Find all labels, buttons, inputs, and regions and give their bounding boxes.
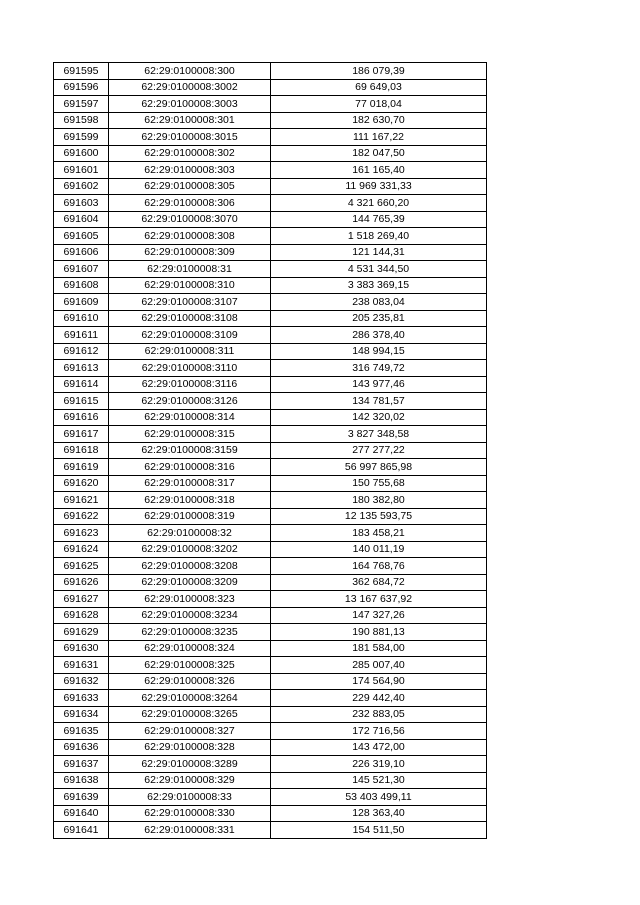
cadastral-value-cell: 121 144,31: [271, 244, 487, 261]
cadastral-number-cell: 62:29:0100008:3109: [109, 327, 271, 344]
table-row: [54, 228, 487, 245]
cadastral-number-cell: 62:29:0100008:319: [109, 508, 271, 525]
cadastral-value-cell: 362 684,72: [271, 574, 487, 591]
row-id-cell: 691606: [54, 244, 109, 261]
row-id-cell: 691627: [54, 591, 109, 608]
table-row: [54, 129, 487, 146]
cadastral-value-cell: 3 827 348,58: [271, 426, 487, 443]
cadastral-number-cell: 62:29:0100008:305: [109, 178, 271, 195]
table-row: [54, 195, 487, 212]
row-id-cell: 691622: [54, 508, 109, 525]
cadastral-value-cell: 69 649,03: [271, 79, 487, 96]
cadastral-number-cell: 62:29:0100008:326: [109, 673, 271, 690]
row-id-cell: 691633: [54, 690, 109, 707]
table-row: [54, 96, 487, 113]
cadastral-number-cell: 62:29:0100008:3107: [109, 294, 271, 311]
table-row: [54, 607, 487, 624]
table-row: [54, 310, 487, 327]
row-id-cell: 691637: [54, 756, 109, 773]
table-row: [54, 492, 487, 509]
cadastral-number-cell: 62:29:0100008:3289: [109, 756, 271, 773]
table-row: [54, 343, 487, 360]
table-row: [54, 805, 487, 822]
row-id-cell: 691597: [54, 96, 109, 113]
cadastral-number-cell: 62:29:0100008:3116: [109, 376, 271, 393]
table-row: [54, 393, 487, 410]
row-id-cell: 691625: [54, 558, 109, 575]
row-id-cell: 691624: [54, 541, 109, 558]
table-row: [54, 178, 487, 195]
cadastral-number-cell: 62:29:0100008:3159: [109, 442, 271, 459]
table-row: [54, 79, 487, 96]
row-id-cell: 691640: [54, 805, 109, 822]
cadastral-number-cell: 62:29:0100008:3015: [109, 129, 271, 146]
cadastral-number-cell: 62:29:0100008:3126: [109, 393, 271, 410]
table-row: [54, 261, 487, 278]
cadastral-number-cell: 62:29:0100008:330: [109, 805, 271, 822]
table-row: [54, 376, 487, 393]
cadastral-value-cell: 143 977,46: [271, 376, 487, 393]
cadastral-number-cell: 62:29:0100008:314: [109, 409, 271, 426]
cadastral-number-cell: 62:29:0100008:300: [109, 63, 271, 80]
cadastral-value-cell: 154 511,50: [271, 822, 487, 839]
table-row: [54, 360, 487, 377]
cadastral-value-cell: 140 011,19: [271, 541, 487, 558]
row-id-cell: 691598: [54, 112, 109, 129]
cadastral-value-cell: 181 584,00: [271, 640, 487, 657]
row-id-cell: 691610: [54, 310, 109, 327]
cadastral-value-cell: 190 881,13: [271, 624, 487, 641]
table-row: [54, 591, 487, 608]
table-row: [54, 426, 487, 443]
cadastral-value-cell: 238 083,04: [271, 294, 487, 311]
cadastral-value-cell: 142 320,02: [271, 409, 487, 426]
cadastral-value-cell: 77 018,04: [271, 96, 487, 113]
cadastral-value-cell: 12 135 593,75: [271, 508, 487, 525]
cadastral-number-cell: 62:29:0100008:328: [109, 739, 271, 756]
row-id-cell: 691608: [54, 277, 109, 294]
row-id-cell: 691607: [54, 261, 109, 278]
row-id-cell: 691641: [54, 822, 109, 839]
row-id-cell: 691620: [54, 475, 109, 492]
table-row: [54, 244, 487, 261]
table-body: [54, 63, 487, 839]
row-id-cell: 691596: [54, 79, 109, 96]
cadastral-value-cell: 13 167 637,92: [271, 591, 487, 608]
table-row: [54, 690, 487, 707]
cadastral-number-cell: 62:29:0100008:31: [109, 261, 271, 278]
cadastral-number-cell: 62:29:0100008:309: [109, 244, 271, 261]
cadastral-number-cell: 62:29:0100008:3002: [109, 79, 271, 96]
row-id-cell: 691626: [54, 574, 109, 591]
cadastral-number-cell: 62:29:0100008:308: [109, 228, 271, 245]
row-id-cell: 691605: [54, 228, 109, 245]
cadastral-value-cell: 205 235,81: [271, 310, 487, 327]
cadastral-value-cell: 161 165,40: [271, 162, 487, 179]
cadastral-value-cell: 174 564,90: [271, 673, 487, 690]
cadastral-number-cell: 62:29:0100008:323: [109, 591, 271, 608]
cadastral-number-cell: 62:29:0100008:301: [109, 112, 271, 129]
cadastral-number-cell: 62:29:0100008:306: [109, 195, 271, 212]
table-row: [54, 525, 487, 542]
cadastral-number-cell: 62:29:0100008:316: [109, 459, 271, 476]
cadastral-value-cell: 134 781,57: [271, 393, 487, 410]
row-id-cell: 691619: [54, 459, 109, 476]
table-row: [54, 624, 487, 641]
table-row: [54, 706, 487, 723]
cadastral-value-cell: 186 079,39: [271, 63, 487, 80]
cadastral-value-cell: 128 363,40: [271, 805, 487, 822]
cadastral-value-cell: 226 319,10: [271, 756, 487, 773]
cadastral-number-cell: 62:29:0100008:311: [109, 343, 271, 360]
cadastral-number-cell: 62:29:0100008:3003: [109, 96, 271, 113]
table-row: [54, 475, 487, 492]
cadastral-value-cell: 180 382,80: [271, 492, 487, 509]
cadastral-value-cell: 143 472,00: [271, 739, 487, 756]
cadastral-value-cell: 4 321 660,20: [271, 195, 487, 212]
cadastral-value-cell: 53 403 499,11: [271, 789, 487, 806]
cadastral-number-cell: 62:29:0100008:324: [109, 640, 271, 657]
table-row: [54, 63, 487, 80]
cadastral-value-cell: 111 167,22: [271, 129, 487, 146]
table-row: [54, 657, 487, 674]
table-row: [54, 822, 487, 839]
row-id-cell: 691629: [54, 624, 109, 641]
row-id-cell: 691613: [54, 360, 109, 377]
row-id-cell: 691638: [54, 772, 109, 789]
table-row: [54, 673, 487, 690]
row-id-cell: 691602: [54, 178, 109, 195]
cadastral-value-cell: 164 768,76: [271, 558, 487, 575]
row-id-cell: 691617: [54, 426, 109, 443]
cadastral-value-cell: 183 458,21: [271, 525, 487, 542]
cadastral-value-cell: 277 277,22: [271, 442, 487, 459]
cadastral-number-cell: 62:29:0100008:3234: [109, 607, 271, 624]
cadastral-number-cell: 62:29:0100008:3108: [109, 310, 271, 327]
table-row: [54, 162, 487, 179]
table-row: [54, 327, 487, 344]
cadastral-number-cell: 62:29:0100008:3070: [109, 211, 271, 228]
cadastral-value-cell: 148 994,15: [271, 343, 487, 360]
row-id-cell: 691595: [54, 63, 109, 80]
cadastral-number-cell: 62:29:0100008:303: [109, 162, 271, 179]
row-id-cell: 691623: [54, 525, 109, 542]
cadastral-number-cell: 62:29:0100008:3235: [109, 624, 271, 641]
cadastral-number-cell: 62:29:0100008:318: [109, 492, 271, 509]
cadastral-number-cell: 62:29:0100008:329: [109, 772, 271, 789]
cadastral-value-cell: 3 383 369,15: [271, 277, 487, 294]
row-id-cell: 691599: [54, 129, 109, 146]
cadastral-number-cell: 62:29:0100008:317: [109, 475, 271, 492]
cadastral-number-cell: 62:29:0100008:315: [109, 426, 271, 443]
cadastral-number-cell: 62:29:0100008:331: [109, 822, 271, 839]
table-row: [54, 442, 487, 459]
cadastral-number-cell: 62:29:0100008:302: [109, 145, 271, 162]
table-row: [54, 294, 487, 311]
row-id-cell: 691634: [54, 706, 109, 723]
row-id-cell: 691639: [54, 789, 109, 806]
cadastral-value-cell: 316 749,72: [271, 360, 487, 377]
row-id-cell: 691611: [54, 327, 109, 344]
cadastral-number-cell: 62:29:0100008:310: [109, 277, 271, 294]
table-row: [54, 459, 487, 476]
table-row: [54, 772, 487, 789]
row-id-cell: 691621: [54, 492, 109, 509]
row-id-cell: 691630: [54, 640, 109, 657]
table-row: [54, 277, 487, 294]
row-id-cell: 691614: [54, 376, 109, 393]
row-id-cell: 691618: [54, 442, 109, 459]
row-id-cell: 691612: [54, 343, 109, 360]
cadastral-number-cell: 62:29:0100008:3110: [109, 360, 271, 377]
row-id-cell: 691635: [54, 723, 109, 740]
cadastral-value-cell: 144 765,39: [271, 211, 487, 228]
cadastral-value-cell: 286 378,40: [271, 327, 487, 344]
row-id-cell: 691628: [54, 607, 109, 624]
cadastral-value-cell: 11 969 331,33: [271, 178, 487, 195]
table-row: [54, 756, 487, 773]
cadastral-number-cell: 62:29:0100008:327: [109, 723, 271, 740]
cadastral-number-cell: 62:29:0100008:325: [109, 657, 271, 674]
table-row: [54, 789, 487, 806]
row-id-cell: 691632: [54, 673, 109, 690]
table-row: [54, 145, 487, 162]
cadastral-value-cell: 172 716,56: [271, 723, 487, 740]
row-id-cell: 691631: [54, 657, 109, 674]
cadastral-value-table: [53, 62, 487, 839]
table-row: [54, 558, 487, 575]
cadastral-value-cell: 145 521,30: [271, 772, 487, 789]
cadastral-number-cell: 62:29:0100008:32: [109, 525, 271, 542]
cadastral-value-cell: 56 997 865,98: [271, 459, 487, 476]
row-id-cell: 691609: [54, 294, 109, 311]
cadastral-number-cell: 62:29:0100008:3265: [109, 706, 271, 723]
table-row: [54, 739, 487, 756]
table-row: [54, 541, 487, 558]
table-row: [54, 640, 487, 657]
cadastral-value-cell: 147 327,26: [271, 607, 487, 624]
row-id-cell: 691604: [54, 211, 109, 228]
cadastral-number-cell: 62:29:0100008:3208: [109, 558, 271, 575]
row-id-cell: 691616: [54, 409, 109, 426]
row-id-cell: 691603: [54, 195, 109, 212]
cadastral-number-cell: 62:29:0100008:3264: [109, 690, 271, 707]
cadastral-value-cell: 232 883,05: [271, 706, 487, 723]
cadastral-number-cell: 62:29:0100008:33: [109, 789, 271, 806]
cadastral-value-cell: 1 518 269,40: [271, 228, 487, 245]
table-row: [54, 508, 487, 525]
document-page: [53, 62, 487, 839]
cadastral-value-cell: 285 007,40: [271, 657, 487, 674]
table-row: [54, 409, 487, 426]
cadastral-number-cell: 62:29:0100008:3202: [109, 541, 271, 558]
table-row: [54, 723, 487, 740]
cadastral-value-cell: 182 047,50: [271, 145, 487, 162]
cadastral-value-cell: 182 630,70: [271, 112, 487, 129]
table-row: [54, 211, 487, 228]
row-id-cell: 691636: [54, 739, 109, 756]
row-id-cell: 691615: [54, 393, 109, 410]
cadastral-value-cell: 4 531 344,50: [271, 261, 487, 278]
row-id-cell: 691600: [54, 145, 109, 162]
table-row: [54, 574, 487, 591]
cadastral-value-cell: 229 442,40: [271, 690, 487, 707]
cadastral-number-cell: 62:29:0100008:3209: [109, 574, 271, 591]
cadastral-value-cell: 150 755,68: [271, 475, 487, 492]
row-id-cell: 691601: [54, 162, 109, 179]
table-row: [54, 112, 487, 129]
